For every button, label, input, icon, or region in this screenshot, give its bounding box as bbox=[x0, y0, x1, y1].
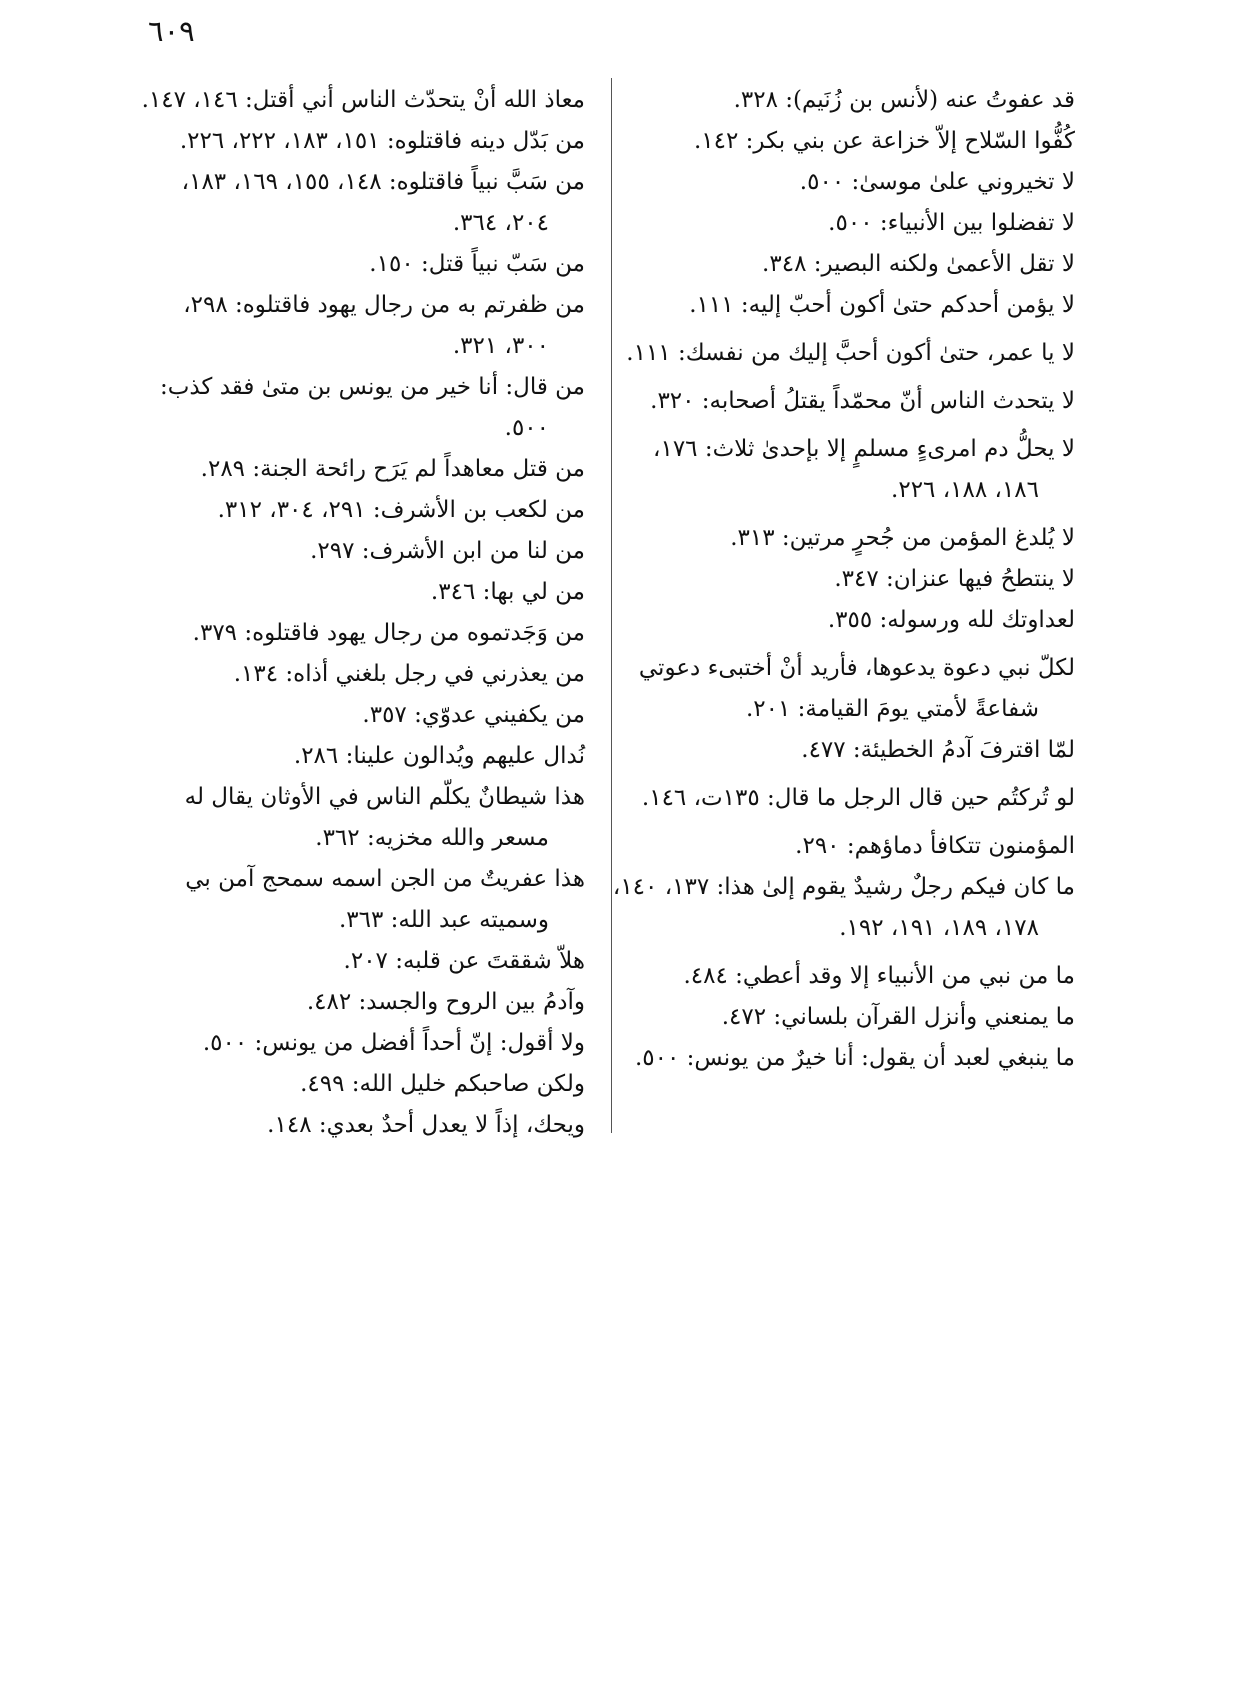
right-column bbox=[607, 80, 1075, 1079]
index-entry: من قال: أنا خير من يونس بن متىٰ فقد كذب: ٥٠٠. bbox=[159, 374, 585, 441]
index-entry: ما كان فيكم رجلٌ رشيدٌ يقوم إلىٰ هذا: ١٣٧، ١٤٠، ١٧٨، ١٨٩، ١٩١، ١٩٢. bbox=[612, 874, 1075, 941]
index-entry: ما ينبغي لعبد أن يقول: أنا خيرٌ من يونس: ٥٠٠. bbox=[634, 1045, 1075, 1071]
index-entry: نُدال عليهم ويُدالون علينا: ٢٨٦. bbox=[293, 743, 585, 769]
index-entry: معاذ الله أنْ يتحدّث الناس أني أقتل: ١٤٦، ١٤٧. bbox=[141, 87, 585, 113]
index-entry: من سَبّ نبياً قتل: ١٥٠. bbox=[369, 251, 585, 277]
index-entry: لا يحلُّ دم امرىءٍ مسلمٍ إلا بإحدىٰ ثلاث: ١٧٦، ١٨٦، ١٨٨، ٢٢٦. bbox=[653, 436, 1075, 503]
index-entry: لعداوتك لله ورسوله: ٣٥٥. bbox=[827, 607, 1075, 633]
index-entry: لا يُلدغ المؤمن من جُحرٍ مرتين: ٣١٣. bbox=[730, 525, 1075, 551]
index-entry: من يكفيني عدوّي: ٣٥٧. bbox=[362, 702, 585, 728]
index-entry: لا يا عمر، حتىٰ أكون أحبَّ إليك من نفسك: ١١١. bbox=[626, 340, 1075, 366]
index-entry: لو تُركتُم حين قال الرجل ما قال: ١٣٥ت، ١٤٦. bbox=[641, 785, 1075, 811]
index-entry: هلاّ شققتَ عن قلبه: ٢٠٧. bbox=[343, 948, 585, 974]
page-number: ٦٠٩ bbox=[148, 14, 195, 48]
index-entry: كُفُّوا السّلاح إلاّ خزاعة عن بني بكر: ١٤٢. bbox=[693, 128, 1075, 154]
index-entry: لا يتحدث الناس أنّ محمّداً يقتلُ أصحابه: ٣٢٠. bbox=[650, 388, 1075, 414]
index-entry: لكلّ نبي دعوة يدعوها، فأريد أنْ أختبىء دعوتي شفاعةً لأمتي يومَ القيامة: ٢٠١. bbox=[638, 655, 1075, 722]
index-entry: من لنا من ابن الأشرف: ٢٩٧. bbox=[310, 538, 585, 564]
left-column bbox=[137, 80, 585, 1146]
index-entry: ولكن صاحبكم خليل الله: ٤٩٩. bbox=[300, 1071, 585, 1097]
index-entry: ولا أقول: إنّ أحداً أفضل من يونس: ٥٠٠. bbox=[202, 1030, 585, 1056]
index-entry: من يعذرني في رجل بلغني أذاه: ١٣٤. bbox=[233, 661, 585, 687]
index-entry: من لكعب بن الأشرف: ٢٩١، ٣٠٤، ٣١٢. bbox=[217, 497, 585, 523]
index-entry: وآدمُ بين الروح والجسد: ٤٨٢. bbox=[306, 989, 585, 1015]
index-entry: لا يؤمن أحدكم حتىٰ أكون أحبّ إليه: ١١١. bbox=[689, 292, 1075, 318]
index-entry: لمّا اقترفَ آدمُ الخطيئة: ٤٧٧. bbox=[801, 737, 1075, 763]
index-entry: هذا شيطانٌ يكلّم الناس في الأوثان يقال له مسعر والله مخزيه: ٣٦٢. bbox=[184, 784, 585, 851]
index-entry: المؤمنون تتكافأ دماؤهم: ٢٩٠. bbox=[795, 833, 1075, 859]
index-entry: لا تفضلوا بين الأنبياء: ٥٠٠. bbox=[828, 210, 1075, 236]
index-entry: لا ينتطحُ فيها عنزان: ٣٤٧. bbox=[834, 566, 1075, 592]
index-entry: قد عفوتُ عنه (لأنس بن زُنَيم): ٣٢٨. bbox=[733, 87, 1075, 113]
index-entry: ما يمنعني وأنزل القرآن بلساني: ٤٧٢. bbox=[721, 1004, 1075, 1030]
index-entry: من وَجَدتموه من رجال يهود فاقتلوه: ٣٧٩. bbox=[192, 620, 585, 646]
index-entry: من قتل معاهداً لم يَرَح رائحة الجنة: ٢٨٩. bbox=[200, 456, 585, 482]
column-divider bbox=[611, 78, 612, 1133]
index-entry: هذا عفريتٌ من الجن اسمه سمحج آمن بي وسميته عبد الله: ٣٦٣. bbox=[185, 866, 585, 933]
index-entry: لا تقل الأعمىٰ ولكنه البصير: ٣٤٨. bbox=[762, 251, 1075, 277]
index-entry: من ظفرتم به من رجال يهود فاقتلوه: ٢٩٨، ٣٠٠، ٣٢١. bbox=[183, 292, 585, 359]
index-entry: لا تخيروني علىٰ موسىٰ: ٥٠٠. bbox=[799, 169, 1075, 195]
index-entry: من بَدّل دينه فاقتلوه: ١٥١، ١٨٣، ٢٢٢، ٢٢٦. bbox=[179, 128, 585, 154]
index-entry: من لي بها: ٣٤٦. bbox=[430, 579, 585, 605]
index-entry: ما من نبي من الأنبياء إلا وقد أعطي: ٤٨٤. bbox=[683, 963, 1075, 989]
index-entry: ويحك، إذاً لا يعدل أحدٌ بعدي: ١٤٨. bbox=[267, 1112, 585, 1138]
index-entry: من سَبَّ نبياً فاقتلوه: ١٤٨، ١٥٥، ١٦٩، ١٨٣، ٢٠٤، ٣٦٤. bbox=[181, 169, 585, 236]
